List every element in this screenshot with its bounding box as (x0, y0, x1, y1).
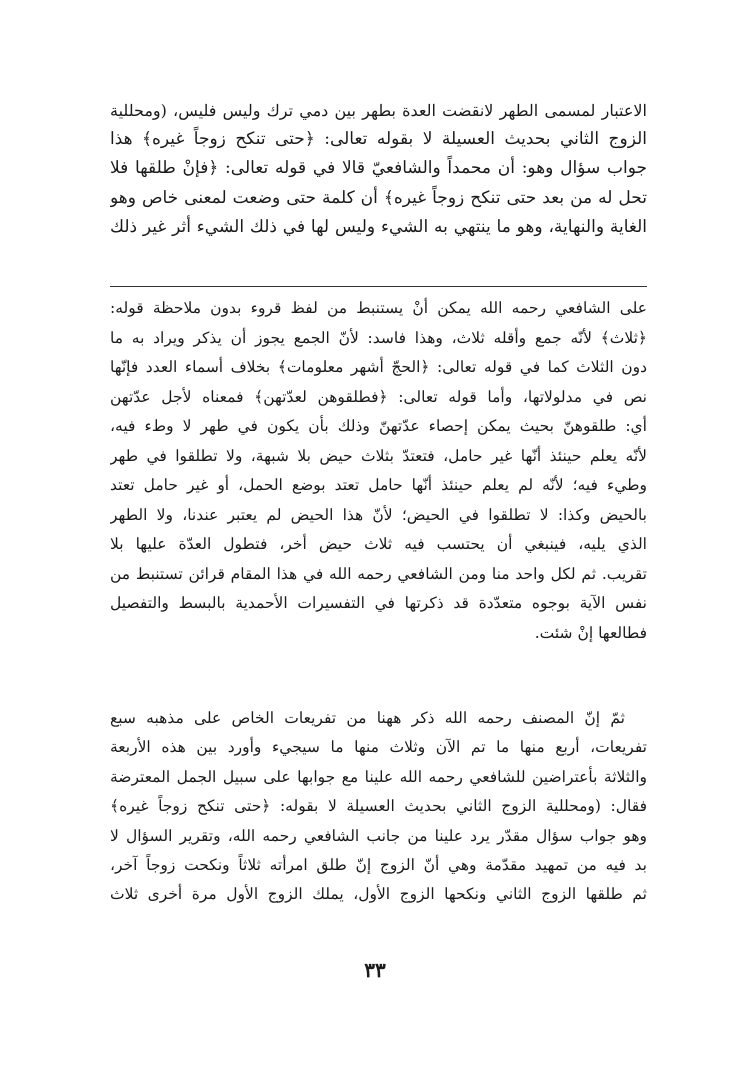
body-paragraph-top (110, 96, 647, 242)
text-line: جواب سؤال وهو: أن محمداً والشافعيّ قالا في قوله تعالى: ﴿فإنْ طلقها فلا (110, 158, 647, 179)
page-number: ٣٣ (364, 958, 386, 982)
text-line: وهو جواب سؤال مقدّر يرد علينا من جانب الشافعي رحمه الله، وتقرير السؤال لا (110, 826, 647, 845)
text-line: الاعتبار لمسمى الطهر لانقضت العدة بطهر بين دمي ترك وليس فليس، (ومحللية (110, 101, 647, 120)
text-line: ثم طلقها الزوج الثاني ونكحها الزوج الأول، يملك الزوج الأول مرة أخرى ثلاث (110, 885, 647, 904)
text-line: تقريب. ثم لكل واحد منا ومن الشافعي رحمه الله في هذا المقام قرائن تستنبط من (110, 564, 647, 583)
text-line: الذي يليه، فينبغي أن يحتسب فيه ثلاث حيض أخر، فتطول العدّة عليها بلا (110, 535, 647, 553)
text-line: بالحيض وكذا: لا تطلقوا في الحيض؛ لأنّ هذا الحيض لم يعتبر عندنا، ولا الطهر (110, 505, 647, 524)
text-line: على الشافعي رحمه الله يمكن أنْ يستنبط من لفظ قروء بدون ملاحظة قوله: (110, 299, 647, 317)
text-line: ثمّ إنّ المصنف رحمه الله ذكر ههنا من تفريعات الخاص على مذهبه سبع (110, 709, 625, 727)
text-line: نص في مدلولاتها، وأما قوله تعالى: ﴿فطلقوهن لعدّتهن﴾ فمعناه لأجل عدّتهن (110, 387, 647, 406)
text-line: الغاية والنهاية، وهو ما ينتهي به الشيء وليس لها في ذلك الشيء أثر غير ذلك (110, 216, 647, 237)
text-line: نفس الآية بوجوه متعدّدة قد ذكرتها في التفسيرات الأحمدية بالبسط والتفصيل (110, 594, 647, 612)
footnote-paragraph (110, 294, 647, 648)
text-line: فطالعها إنْ شئت. (534, 623, 647, 642)
text-line: تحل له من بعد حتى تنكح زوجاً غيره﴾ أن كلمة حتى وضعت لمعنى خاص وهو (110, 187, 647, 208)
text-line: دون الثلاث كما في قوله تعالى: ﴿الحجّ أشهر معلومات﴾ بخلاف أسماء العدد فإنّها (110, 358, 647, 376)
text-line: فقال: (ومحللية الزوج الثاني بحديث العسيلة لا بقوله: ﴿حتى تنكح زوجاً غيره﴾ (110, 797, 647, 816)
text-line: أي: طلقوهنّ بحيث يمكن إحصاء عدّتهنّ وذلك بأن يكون في طهر لا وطء فيه، (110, 417, 647, 435)
text-line: تفريعات، أربع منها ما تم الآن وثلاث منها ما سيجيء وأورد بين هذه الأربعة (110, 738, 647, 757)
text-line: ﴿ثلاث﴾ لأنّه جمع وأقله ثلاث، وهذا فاسد: لأنّ الجمع يجوز أن يذكر ويراد به ما (110, 328, 647, 347)
text-line: والثلاثة بأعتراضين للشافعي رحمه الله علينا مع جوابها على سبيل الجمل المعترضة (110, 767, 647, 786)
text-line: وطيء فيه؛ لأنّه لم يعلم حينئذ أنّها حامل تعتد بوضع الحمل، أو غير حامل تعتد (110, 476, 647, 494)
text-line: لأنّه يعلم حينئذ أنّها غير حامل، فتعتدّ بثلاث حيض بلا شبهة، ولا تطلقوا في طهر (110, 446, 647, 465)
body-paragraph-main (110, 704, 647, 910)
footnote-divider (110, 286, 647, 287)
text-line: الزوج الثاني بحديث العسيلة لا بقوله تعالى: ﴿حتى تنكح زوجاً غيره﴾ هذا (110, 129, 647, 150)
text-line: بد فيه من تمهيد مقدّمة وهي أنّ الزوج إنّ طلق امرأته ثلاثاً ونكحت زوجاً آخر، (110, 855, 647, 874)
